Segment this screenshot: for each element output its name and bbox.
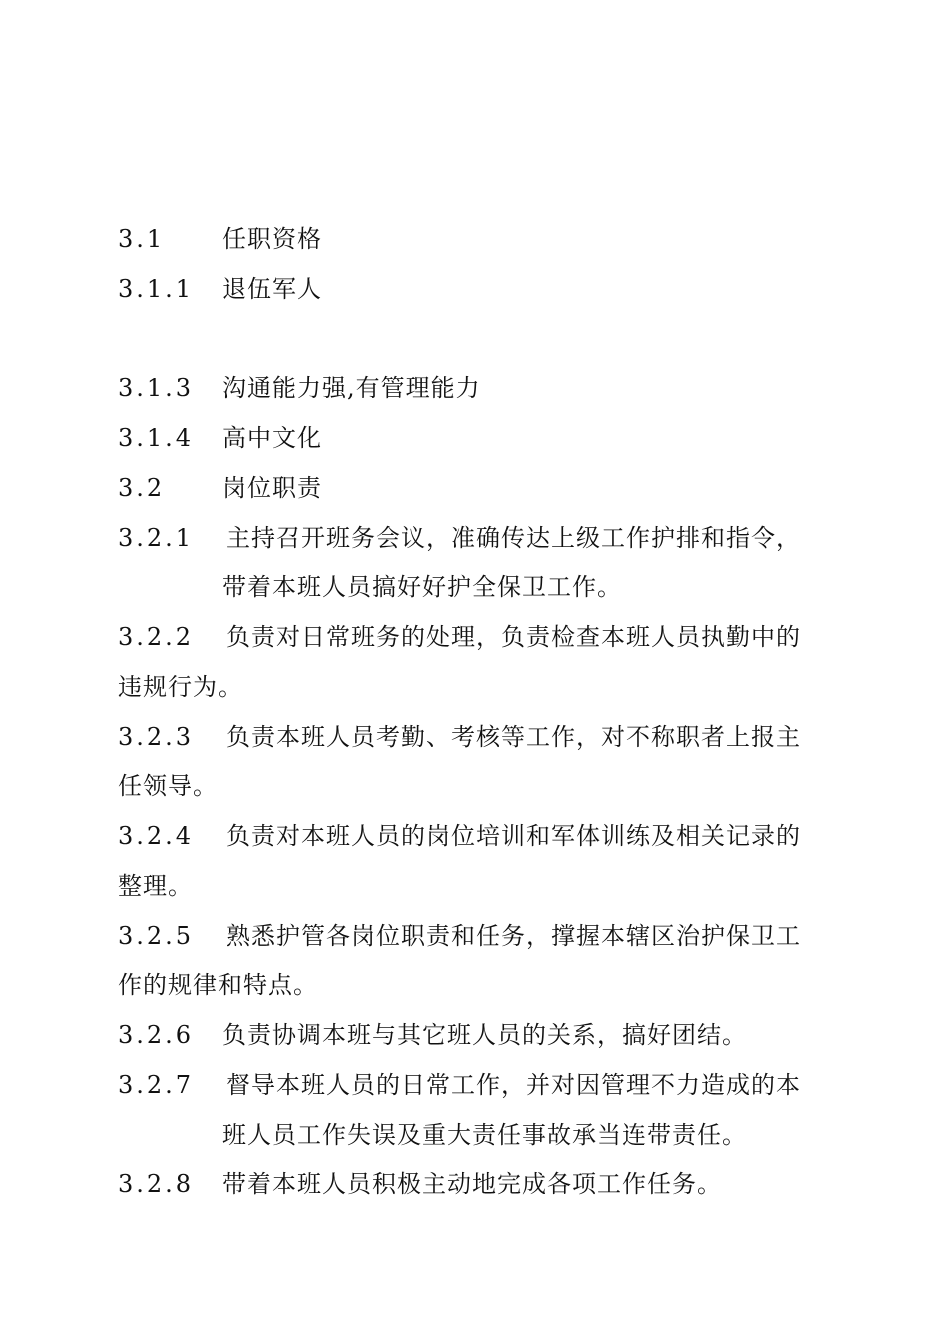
item-text: 带着本班人员积极主动地完成各项工作任务。: [222, 1170, 722, 1198]
item-text: 任领导。: [118, 772, 218, 800]
item-text: 负责对日常班务的处理，负责检查本班人员执勤中的: [226, 623, 801, 651]
item-text: 违规行为。: [118, 673, 243, 701]
item-number: 3.1.4: [118, 424, 195, 452]
item-number: 3.2.1: [118, 524, 195, 552]
item-text: 带着本班人员搞好好护全保卫工作。: [222, 573, 622, 601]
item-text: 作的规律和特点。: [118, 971, 318, 999]
item-number: 3.1.1: [118, 275, 195, 303]
item-text: 退伍军人: [222, 275, 322, 303]
item-text: 岗位职责: [222, 474, 322, 502]
item-text: 熟悉护管各岗位职责和任务，撑握本辖区治护保卫工: [226, 922, 801, 950]
item-number: 3.1: [118, 225, 166, 253]
item-number: 3.2.5: [118, 922, 195, 950]
item-text: 督导本班人员的日常工作，并对因管理不力造成的本: [226, 1071, 801, 1099]
item-text: 整理。: [118, 872, 193, 900]
item-text: 负责本班人员考勤、考核等工作，对不称职者上报主: [226, 723, 801, 751]
item-text: 沟通能力强,有管理能力: [222, 374, 481, 402]
item-number: 3.2.7: [118, 1071, 195, 1099]
item-text: 负责对本班人员的岗位培训和军体训练及相关记录的: [226, 822, 801, 850]
item-text: 负责协调本班与其它班人员的关系，搞好团结。: [222, 1021, 747, 1049]
item-number: 3.2.6: [118, 1021, 195, 1049]
item-text: 高中文化: [222, 424, 322, 452]
item-number: 3.1.3: [118, 374, 195, 402]
item-text: 任职资格: [222, 225, 322, 253]
item-number: 3.2.3: [118, 723, 195, 751]
item-text: 主持召开班务会议，准确传达上级工作护排和指令，: [226, 524, 801, 552]
item-number: 3.2.8: [118, 1170, 195, 1198]
item-number: 3.2.2: [118, 623, 195, 651]
item-number: 3.2: [118, 474, 166, 502]
item-number: 3.2.4: [118, 822, 195, 850]
item-text: 班人员工作失误及重大责任事故承当连带责任。: [222, 1121, 747, 1149]
